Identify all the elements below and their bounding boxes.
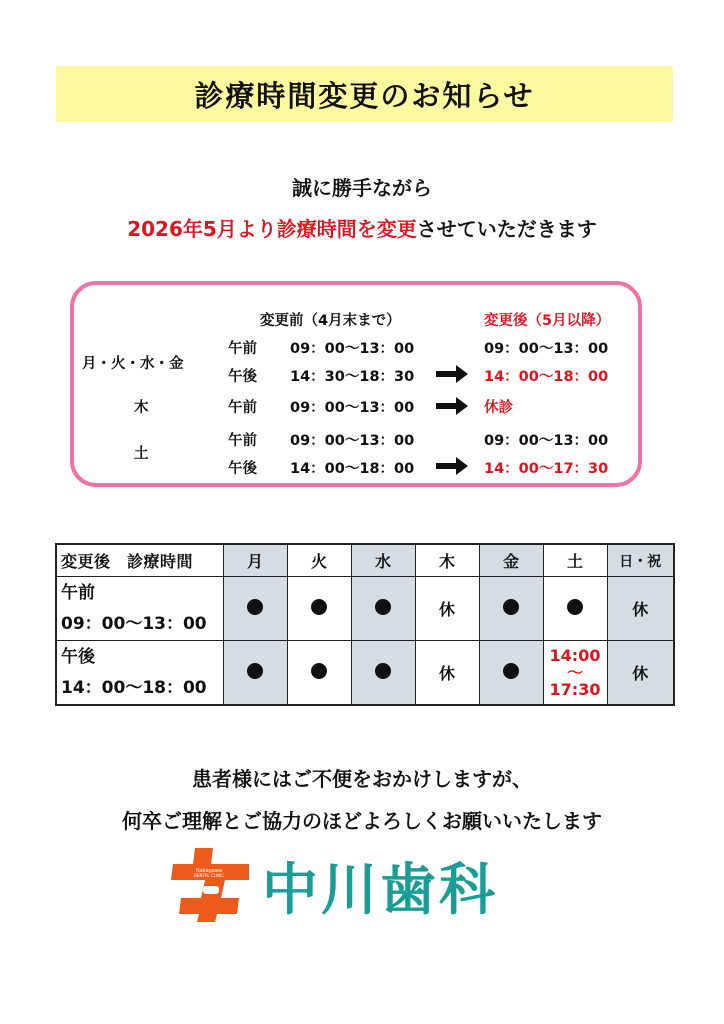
before-time: 14：30〜18：30 (290, 369, 415, 385)
before-time: 14：00〜18：00 (290, 461, 415, 477)
open-dot-icon (375, 599, 391, 615)
open-cell (223, 641, 287, 706)
hours-change-box (70, 281, 642, 487)
closing-line-2: 何卒ご理解とご協力のほどよろしくお願いいたします (122, 809, 602, 833)
sat-pm-start: 14:00 (549, 646, 601, 665)
after-header: 変更後（5月以降） (484, 313, 611, 329)
clinic-name: 中川歯科 (262, 858, 498, 923)
open-cell (543, 577, 607, 641)
day-header-wed: 水 (351, 544, 415, 577)
title-banner (56, 66, 673, 122)
open-dot-icon (247, 599, 263, 615)
arrow-right-icon (436, 457, 468, 475)
before-time: 09：00〜13：00 (290, 400, 415, 416)
open-cell (287, 577, 351, 641)
after-time-closed: 休診 (484, 400, 513, 416)
table-row (56, 577, 674, 641)
before-time: 09：00〜13：00 (290, 433, 415, 449)
sat-pm-separator: 〜 (566, 663, 583, 682)
period-label: 午後 (228, 461, 257, 477)
days-group-thu: 木 (134, 400, 149, 416)
period-label: 午前 (228, 341, 257, 357)
after-time: 14：00〜18：00 (484, 369, 609, 385)
pm-row-label (56, 641, 223, 706)
day-header-sun-holiday: 日・祝 (607, 544, 674, 577)
open-dot-icon (375, 663, 391, 679)
am-row-label (56, 577, 223, 641)
open-dot-icon (311, 663, 327, 679)
period-label: 午前 (228, 400, 257, 416)
schedule-table (55, 543, 675, 706)
pm-time: 14：00〜18：00 (61, 677, 207, 698)
open-dot-icon (503, 599, 519, 615)
intro-line-2 (0, 213, 724, 242)
logo-text-nakagawa: Nakagawa (195, 868, 223, 874)
after-time: 09：00〜13：00 (484, 433, 609, 449)
days-group-sat: 土 (134, 446, 149, 462)
am-label: 午前 (61, 582, 95, 603)
page-title: 診療時間変更のお知らせ (194, 78, 535, 113)
sat-pm-end: 17:30 (549, 680, 601, 699)
open-cell (351, 577, 415, 641)
open-cell (287, 641, 351, 706)
before-header: 変更前（4月末まで） (260, 313, 401, 329)
day-header-sat: 土 (543, 544, 607, 577)
open-cell (479, 641, 543, 706)
logo-text-dental-clinic: DENTAL CLINIC (193, 873, 225, 878)
day-header-tue: 火 (287, 544, 351, 577)
day-header-fri: 金 (479, 544, 543, 577)
closing-line-1: 患者様にはご不便をおかけしますが、 (192, 767, 532, 791)
open-dot-icon (567, 599, 583, 615)
after-time: 14：00〜17：30 (484, 461, 609, 477)
sat-pm-hours (543, 641, 607, 706)
days-group-mon-fri: 月・火・水・金 (82, 356, 184, 372)
open-cell (351, 641, 415, 706)
pm-label: 午後 (61, 646, 95, 667)
closed-cell: 休 (415, 577, 479, 641)
intro-change-date: 2026年5月より診療時間を変更 (127, 217, 417, 241)
table-row (56, 641, 674, 706)
intro-line-1: 誠に勝手ながら (292, 176, 432, 200)
table-corner-label: 変更後 診療時間 (56, 544, 223, 577)
open-cell (223, 577, 287, 641)
table-header-row (56, 544, 674, 577)
open-dot-icon (311, 599, 327, 615)
open-dot-icon (503, 663, 519, 679)
day-header-thu: 木 (415, 544, 479, 577)
open-cell (479, 577, 543, 641)
am-time: 09：00〜13：00 (61, 613, 207, 634)
intro-line-2-tail: させていただきます (416, 217, 597, 241)
closed-cell: 休 (607, 641, 674, 706)
open-dot-icon (247, 663, 263, 679)
arrow-right-icon (436, 365, 468, 383)
arrow-right-icon (436, 397, 468, 415)
period-label: 午後 (228, 369, 257, 385)
clinic-logo-icon (165, 846, 257, 924)
closed-cell: 休 (415, 641, 479, 706)
closed-cell: 休 (607, 577, 674, 641)
after-time: 09：00〜13：00 (484, 341, 609, 357)
before-time: 09：00〜13：00 (290, 341, 415, 357)
day-header-mon: 月 (223, 544, 287, 577)
period-label: 午前 (228, 433, 257, 449)
